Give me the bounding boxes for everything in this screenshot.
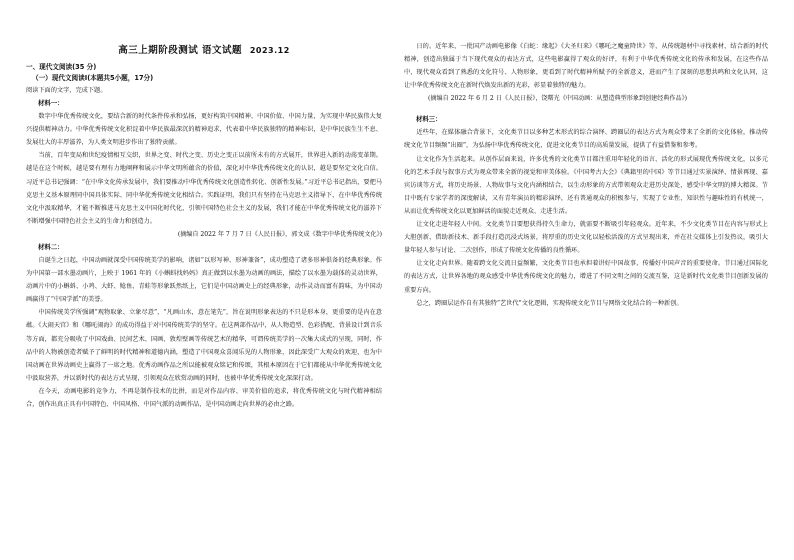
- material2-continued-paragraph: 日的。近年来，一批国产动画电影像《白蛇：缘起》《大圣归来》《哪吒之魔童降世》等，从传统题材中寻找素材，结合新的时代精神，创造出独属于当下现代观众的表达方式，这些电影赢得了观众的好评，有利于中华优秀传统文化的传承和发展，在这些作品中，现代观众看到了熟悉的文化符号、人物形象，更看到了时代精神所赋予的全新意义，进而产生了深刻的思想共鸣和文化认同，这让中华优秀传统文化在新时代焕发出新的光彩，彰显着独特的魅力。: [404, 43, 768, 90]
- material2-label: 材料二：: [38, 242, 64, 251]
- section-heading: 一、现代文阅读(35 分): [26, 63, 97, 71]
- title-text: 高三上期阶段测试 语文试题: [118, 45, 243, 56]
- material3-label: 材料三：: [416, 115, 442, 124]
- material3-paragraph: 让文化作为生活起来。从创作层面来说，许多优秀的文化类节目都注重用年轻化的语言、活化的形式展现优秀传统文化，以多元化的艺术手段与叙事方式为观众带来全新的视觉和审美体验。《中国考古大会》《典籍里的中国》等节目通过实景演绎、情景再现、嘉宾访谈等方式，将历史场景、人物故事与文化内涵相结合，以生动形象的方式带领观众走进历史深处，感受中华文明的博大精深。节目中既有专家学者的深度解读，又有青年演员的精彩演绎，还有普通观众的积极参与，实现了专业性、知识性与趣味性的有机统一，从而让优秀传统文化以更加鲜活的面貌走近观众、走进生活。: [404, 155, 768, 215]
- title-date: 2023.12: [249, 46, 290, 55]
- material2-source: (摘编自 2022 年 6 月 2 日《人民日报》，饶曙光《中国动画：从塑造典型形象到创建经典作品》): [428, 95, 688, 103]
- material1-paragraph: 当前，百年变局和世纪疫情相互交织，世界之变、时代之变、历史之变正以前所未有的方式展开，世界进入新的动荡变革期。越是在这个时候，越是要有理有力地阐释和展示中华文明所蕴含的价值，深化对中华优秀传统文化的认识，越是要坚定文化自信。习近平总书记强调：“在中华文化传承发展中，我们要推动中华优秀传统文化创造性转化、创新性发展。”习近平总书记指出，要把马克思主义基本原理同中国具体实际、同中华优秀传统文化相结合。实践证明，我们只有坚持在马克思主义指导下，在中华优秀传统文化中汲取精华，才能不断推进马克思主义中国化时代化，引领中国特色社会主义的发展，我们才能在中华优秀传统文化的滋养下不断增强中国特色社会主义的生命力和创造力。: [26, 152, 382, 225]
- material1-source: (摘编自 2022 年 7 月 7 日《人民日报》，郭文成《数字中华优秀传统文化》): [177, 230, 382, 238]
- exam-title: [26, 42, 382, 56]
- instruction-text: 阅读下面的文字，完成下题。: [26, 87, 107, 94]
- material3-paragraph: 让文化走进年轻人中间。文化类节目要想获得持久生命力，就需要不断吸引年轻观众。近年来，不少文化类节目在内容与形式上大胆创新，借助新技术、新手段打造沉浸式场景，将厚重的历史文化以轻松活泼的方式呈现出来，并在社交媒体上引发热议，吸引大量年轻人参与讨论、二次创作，形成了传统文化传播的良性循环。: [404, 221, 768, 255]
- material3-paragraph: 总之，跨圈层运作自有其独特“艺世代”文化逻辑，实现传统文化节目与网络文化结合的一种新创。: [416, 299, 683, 307]
- material3-paragraph: 让文化走向世界。随着跨文化交流日益频繁，文化类节目也承担着讲好中国故事、传播好中国声音的重要使命。节目通过国际化的表达方式，让世界各地的观众感受中华优秀传统文化的魅力，增进了不同文明之间的交流互鉴，这是新时代文化类节目创新发展的重要方向。: [404, 260, 768, 294]
- material2-paragraph: 自诞生之日起，中国动画就深受中国传统美学的影响，诸如“以形写神、形神兼备”，成功塑造了诸多形神俱备的经典形象。作为中国第一部水墨动画片，上映于 1961 年的《小蝌蚪找妈妈》真正做到以水墨为动画的画法，描绘了以水墨为载体的灵动世界，动画片中的小蝌蚪、小鸡、大虾、鲶鱼、青蛙等形象跃然纸上，它们是中国动画史上的经典形象，动作灵动而富有韵味，为中国动画赢得了“中国学派”的美誉。: [26, 256, 382, 304]
- material3-paragraph: 近些年，在媒体融合背景下，文化类节目以多种艺术形式的综合演绎、跨圈层的表达方式为观众带来了全新的文化体验，推动传统文化节目频频“出圈”，为弘扬中华优秀传统文化，促进文化类节目的高质量发展，提供了有益借鉴和参考。: [404, 129, 768, 150]
- material2-paragraph: 中国传统美学所强调“观物取象、立象尽意”，“凡画山水，意在笔先”，旨在说明形象表达的不只是形本身，更重要的是内在意蕴。《大闹天宫》和《哪吒闹海》的成功得益于对中国传统美学的坚守。在这两部作品中，从人物造型、色彩搭配、背景设计到音乐等方面，都充分吸收了中国戏曲、民间艺术、国画、敦煌壁画等传统艺术的精华，可谓传统美学的一次集大成式的呈现，同时，作品中的人物被创造者赋予了鲜明的时代精神和道德内涵，塑造了中国观众喜闻乐见的人物形象，因此深受广大观众的欢迎，也为中国动画在世界动画史上赢得了一席之地。优秀动画作品之所以能被观众铭记和传颂，其根本原因在于它们都能从中华优秀传统文化中汲取营养，并以新时代的表达方式呈现，引领观众在欣赏动画的同时，也被中华优秀传统文化深深打动。: [26, 309, 382, 382]
- right-column: [404, 40, 768, 310]
- material1-label: 材料一：: [38, 99, 64, 108]
- material2-paragraph: 在今天，动画电影的竞争力，不再是制作技术的比拼，而是对作品内容、审美价值的追求，将优秀传统文化与时代精神相结合，创作出真正具有中国特色、中国风格、中国气派的动画作品，是中国动画走向世界的必由之路。: [26, 387, 382, 408]
- material1-paragraph: 数字中华优秀传统文化，要结合新的时代条件传承和弘扬，更好构筑中国精神、中国价值、中国力量，为实现中华民族伟大复兴提供精神动力。中华优秀传统文化积淀着中华民族最深沉的精神追求，代表着中华民族独特的精神标识，是中华民族生生不息、发展壮大的丰厚滋养，为人类文明进步作出了独特贡献。: [26, 113, 382, 147]
- left-column: [26, 0, 382, 411]
- subsection-heading: （一）现代文阅读I(本题共5小题，17分): [32, 74, 154, 82]
